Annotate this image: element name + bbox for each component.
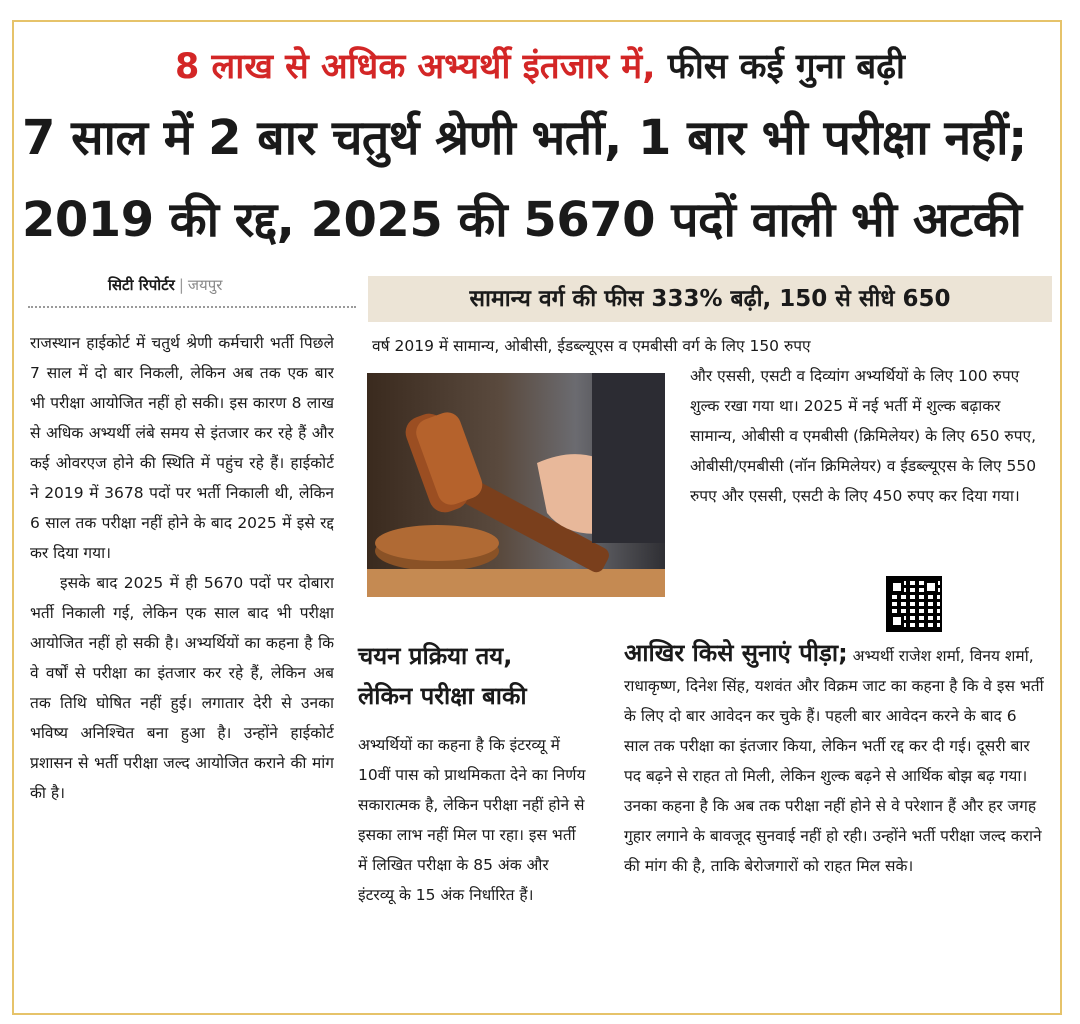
pain-section [624, 638, 1044, 1008]
byline [108, 275, 222, 295]
selection-section-title [358, 636, 608, 716]
story-paragraph-1: राजस्थान हाईकोर्ट में चतुर्थ श्रेणी कर्मचारी भर्ती पिछले 7 साल में दो बार निकली, लेकिन अब तक एक बार भी परीक्षा आयोजित नहीं हो सकी। इस कारण 8 लाख से अधिक अभ्यर्थी लंबे समय से इंतजार कर रहे हैं और कई ओवरएज होने की स्थिति में पहुंच रहे हैं। हाईकोर्ट ने 2019 में 3678 पदों पर भर्ती निकाली थी, लेकिन 6 साल तक परीक्षा नहीं होने के बाद 2025 में इसे रद्द कर दिया गया। [30, 334, 334, 562]
kicker-dark-text: फीस कई गुना बढ़ी [667, 47, 905, 87]
fee-story-first-line: वर्ष 2019 में सामान्य, ओबीसी, ईडब्ल्यूएस व एमबीसी वर्ग के लिए 150 रुपए [372, 337, 811, 355]
main-headline-line2: 2019 की रद्द, 2025 की 5670 पदों वाली भी अटकी [22, 192, 1022, 248]
qr-code-icon[interactable] [886, 576, 942, 632]
byline-reporter: सिटी रिपोर्टर [108, 276, 175, 294]
story-paragraph-2: इसके बाद 2025 में ही 5670 पदों पर दोबारा भर्ती निकाली गई, लेकिन एक साल बाद भी परीक्षा आयोजित नहीं हो सकी है। अभ्यर्थियों का कहना है कि वे वर्षों से परीक्षा का इंतजार कर रहे हैं, लेकिन अब तक तिथि घोषित नहीं हुई। लगातार देरी से उनका भविष्य अनिश्चित बना हुआ है। उन्होंने हाईकोर्ट प्रशासन से भर्ती परीक्षा जल्द आयोजित कराने की मांग की है। [30, 574, 334, 802]
selection-section-body: अभ्यर्थियों का कहना है कि इंटरव्यू में 10वीं पास को प्राथमिकता देने का निर्णय सकारात्मक है, लेकिन परीक्षा नहीं होने से इसका लाभ नहीं मिल पा रहा। इस भर्ती में लिखित परीक्षा के 85 अंक और इंटरव्यू के 15 अंक निर्धारित हैं। [358, 736, 586, 904]
dotted-divider [28, 306, 356, 308]
byline-separator: | [178, 276, 184, 294]
kicker-headline [0, 46, 1080, 88]
qr-finder [890, 580, 904, 594]
selection-title-line1: चयन प्रक्रिया तय, [358, 642, 513, 670]
qr-finder [924, 580, 938, 594]
pain-section-body: अभ्यर्थी राजेश शर्मा, विनय शर्मा, राधाकृष्ण, दिनेश सिंह, यशवंत और विक्रम जाट का कहना है कि वे इस भर्ती के लिए दो बार आवेदन कर चुके हैं। पहली बार आवेदन करने के बाद 6 साल तक परीक्षा का इंतजार किया, लेकिन भर्ती रद्द कर दी गई। दूसरी बार पद बढ़ने से राहत तो मिली, लेकिन शुल्क बढ़ने से आर्थिक बोझ बढ़ गया। उनका कहना है कि अब तक परीक्षा नहीं होने से वे परेशान हैं और हर जगह गुहार लगाने के बावजूद सुनवाई नहीं हो रही। उन्होंने भर्ती परीक्षा जल्द कराने की मांग की है, ताकि बेरोजगारों को राहत मिल सके। [624, 647, 1044, 875]
gavel-photo [367, 373, 665, 597]
subheading-box: सामान्य वर्ग की फीस 333% बढ़ी, 150 से सीधे 650 [368, 276, 1052, 322]
selection-title-line2: लेकिन परीक्षा बाकी [358, 682, 527, 710]
kicker-red-text: 8 लाख से अधिक अभ्यर्थी इंतजार में, [175, 47, 656, 87]
column-main-story [30, 328, 334, 1008]
pain-section-lead: आखिर किसे सुनाएं पीड़ा; [624, 639, 848, 667]
byline-city: जयपुर [187, 276, 223, 294]
qr-finder [890, 614, 904, 628]
main-headline-line1: 7 साल में 2 बार चतुर्थ श्रेणी भर्ती, 1 बार भी परीक्षा नहीं; [22, 110, 1027, 166]
fee-story-body: और एससी, एसटी व दिव्यांग अभ्यर्थियों के लिए 100 रुपए शुल्क रखा गया था। 2025 में नई भर्ती में शुल्क बढ़ाकर सामान्य, ओबीसी व एमबीसी (क्रिमिलेयर) के लिए 650 रुपए, ओबीसी/एमबीसी (नॉन क्रिमिलेयर) व ईडब्ल्यूएस के लिए 550 रुपए और एससी, एसटी के लिए 450 रुपए कर दिया गया। [690, 367, 1037, 505]
gavel-icon [367, 373, 665, 597]
